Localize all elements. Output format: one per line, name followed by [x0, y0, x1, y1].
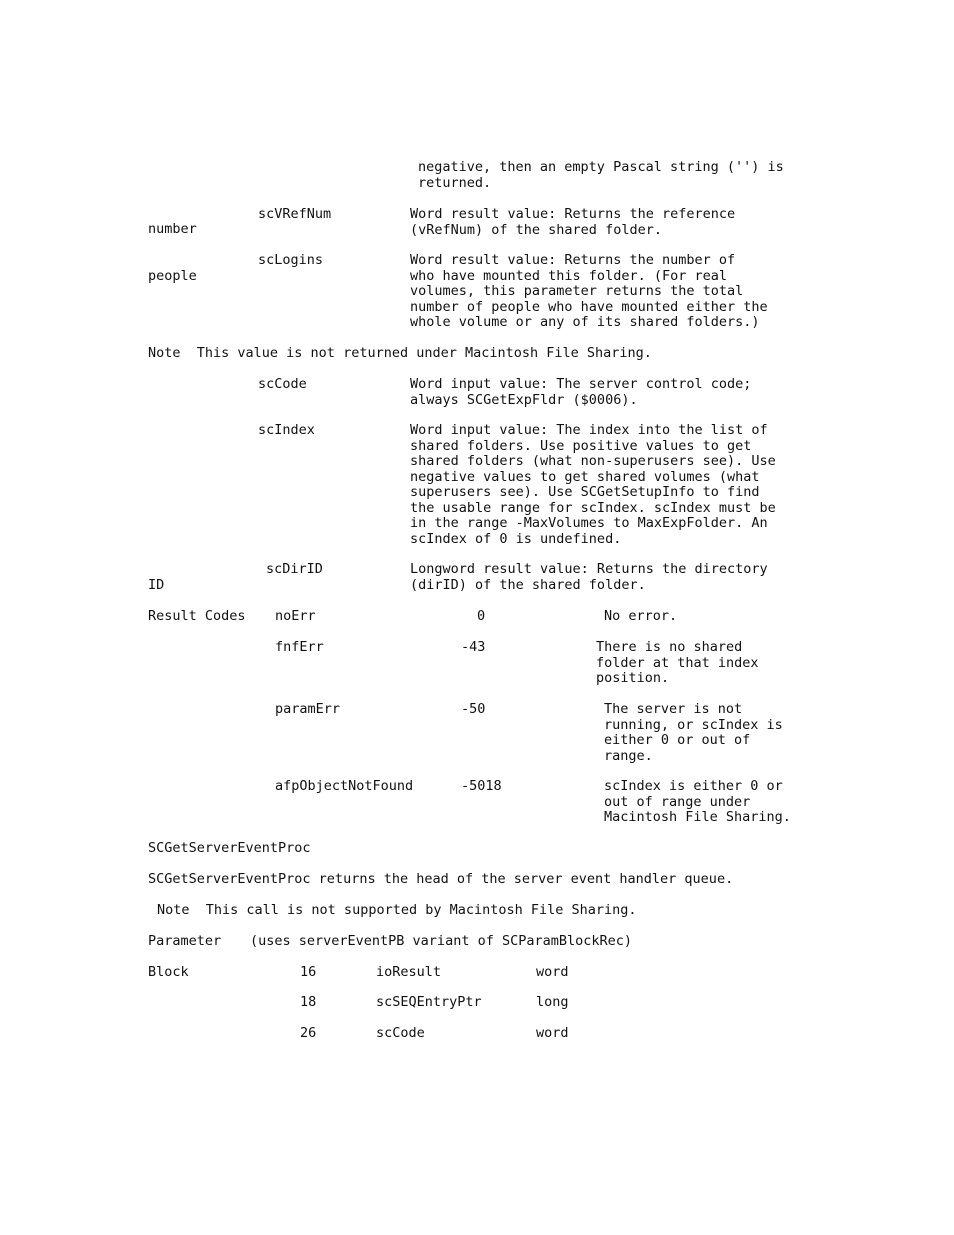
- result-codes-label: Result Codes: [148, 608, 246, 624]
- section-title: SCGetServerEventProc: [148, 840, 311, 856]
- param-wrap-sclogins: people: [148, 268, 197, 284]
- param-wrap-scdirid: ID: [148, 577, 165, 593]
- result-code-paramerr: -50: [461, 701, 486, 717]
- param-desc-scvrefnum: Word result value: Returns the reference (vRefNum) of the shared folder.: [410, 206, 736, 238]
- block-offset: 26: [300, 1025, 317, 1041]
- parameter-variant: (uses serverEventPB variant of SCParamBlockRec): [250, 933, 633, 949]
- param-wrap-scvrefnum: number: [148, 221, 197, 237]
- block-type: word: [536, 964, 569, 980]
- block-field: scCode: [376, 1025, 425, 1041]
- result-desc-noerr: No error.: [604, 608, 678, 624]
- param-desc-sclogins: Word result value: Returns the number of who have mounted this folder. (For real volumes, this parameter returns the total number of people who have mounted either the whole volume or any of its shared folders.): [410, 252, 768, 330]
- block-type: long: [536, 994, 569, 1010]
- param-name-scdirid: scDirID: [266, 561, 323, 577]
- param-name-scvrefnum: scVRefNum: [258, 206, 332, 222]
- param-name-sclogins: scLogins: [258, 252, 324, 268]
- block-type: word: [536, 1025, 569, 1041]
- block-offset: 18: [300, 994, 317, 1010]
- block-label: Block: [148, 964, 189, 980]
- result-name-afpobjectnotfound: afpObjectNotFound: [275, 778, 414, 794]
- result-code-afpobjectnotfound: -5018: [461, 778, 502, 794]
- parameter-label: Parameter: [148, 933, 222, 949]
- result-name-paramerr: paramErr: [275, 701, 341, 717]
- result-desc-fnferr: There is no shared folder at that index position.: [596, 639, 759, 686]
- block-field: ioResult: [376, 964, 442, 980]
- result-name-noerr: noErr: [275, 608, 316, 624]
- result-desc-paramerr: The server is not running, or scIndex is either 0 or out of range.: [604, 701, 783, 764]
- param-name-sccode: scCode: [258, 376, 307, 392]
- continued-description: negative, then an empty Pascal string ('') is returned.: [418, 159, 784, 191]
- block-field: scSEQEntryPtr: [376, 994, 482, 1010]
- result-code-noerr: 0: [477, 608, 486, 624]
- result-desc-afpobjectnotfound: scIndex is either 0 or out of range under Macintosh File Sharing.: [604, 778, 791, 825]
- param-name-scindex: scIndex: [258, 422, 315, 438]
- note-not-returned: Note This value is not returned under Macintosh File Sharing.: [148, 345, 652, 361]
- result-name-fnferr: fnfErr: [275, 639, 324, 655]
- result-code-fnferr: -43: [461, 639, 486, 655]
- param-desc-scdirid: Longword result value: Returns the directory (dirID) of the shared folder.: [410, 561, 768, 593]
- param-desc-sccode: Word input value: The server control code; always SCGetExpFldr ($0006).: [410, 376, 752, 408]
- block-offset: 16: [300, 964, 317, 980]
- section-intro: SCGetServerEventProc returns the head of the server event handler queue.: [148, 871, 734, 887]
- param-desc-scindex: Word input value: The index into the list of shared folders. Use positive values to get shared folders (what non-superusers see). Use negative values to get shared volumes (what superusers see). Use SCGetSetupInfo to find the usable range for scIndex. scIndex must be in the range -MaxVolumes to MaxExpFolder. An scIndex of 0 is undefined.: [410, 422, 776, 547]
- section-note: Note This call is not supported by Macintosh File Sharing.: [157, 902, 637, 918]
